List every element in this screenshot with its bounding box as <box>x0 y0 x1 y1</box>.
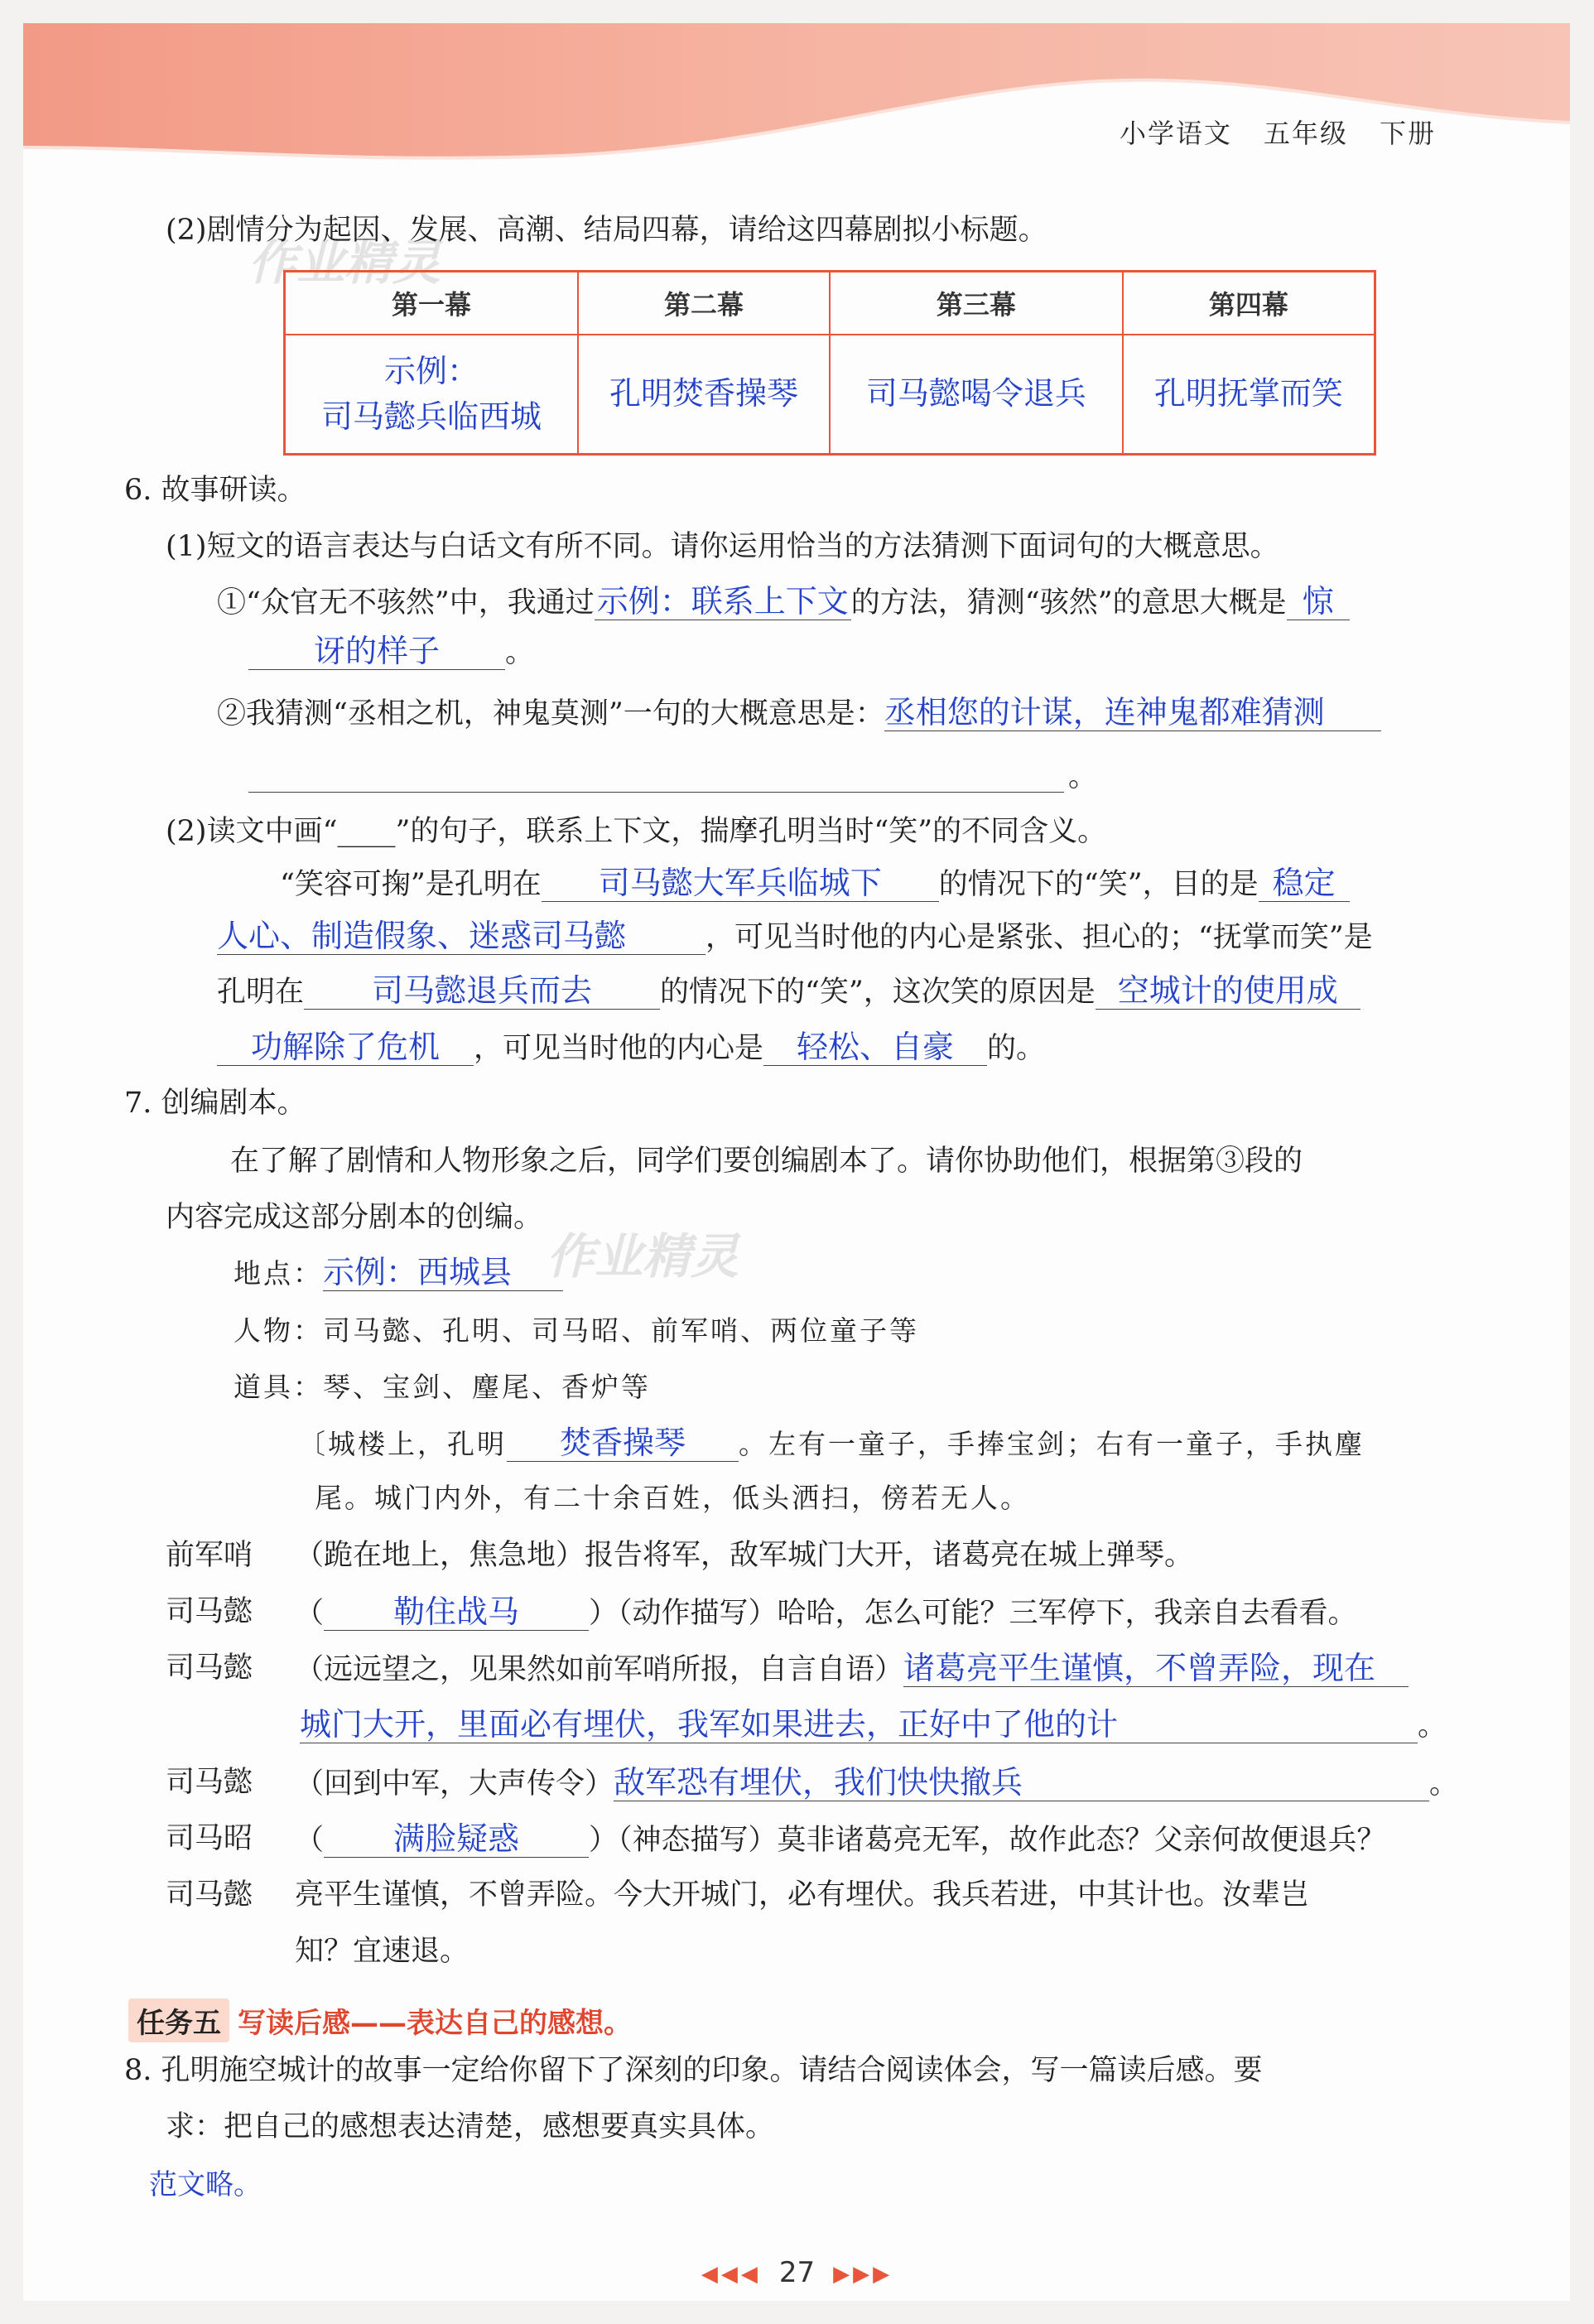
task-tag: 任务五 <box>128 1999 229 2042</box>
stage-text: 〔城楼上，孔明 <box>298 1428 507 1460</box>
page-footer <box>0 2256 1594 2289</box>
period: 。 <box>1429 1767 1459 1801</box>
q6-title: 6. 故事研读。 <box>124 474 306 507</box>
task-text: 写读后感——表达自己的感想。 <box>238 2007 632 2040</box>
laugh-text: “笑容可掬”是孔明在 <box>280 868 542 901</box>
q6-item2-text: ②我猜测“丞相之机，神鬼莫测”一句的大概意思是： <box>217 697 884 730</box>
header-title <box>1120 113 1436 151</box>
role-name: 司马懿 <box>166 1595 253 1628</box>
act3-answer[interactable]: 司马懿喝令退兵 <box>830 335 1123 455</box>
role-text: （回到中军，大声传令） <box>295 1767 614 1801</box>
q6-item1-text: 的方法，猜测“骇然”的意思大概是 <box>850 586 1287 620</box>
role-name: 司马昭 <box>166 1822 253 1855</box>
q6-part1: (1)短文的语言表达与白话文有所不同。请你运用恰当的方法猜测下面词句的大概意思。 <box>166 530 1279 563</box>
watermark: 作业精灵 <box>547 1228 739 1285</box>
laugh-line-2 <box>217 919 1373 955</box>
role-line <box>295 1651 1409 1687</box>
page-number: 27 <box>778 2256 816 2289</box>
stage-direction: 尾。城门内外，有二十余百姓，低头洒扫，傍若无人。 <box>315 1482 1030 1514</box>
table-header: 第三幕 <box>830 272 1123 335</box>
role-line <box>295 1822 1386 1858</box>
laugh-text: 的。 <box>987 1032 1046 1065</box>
laugh-line-4 <box>217 1030 1045 1066</box>
laugh-text: 孔明在 <box>217 976 305 1009</box>
period: 。 <box>1418 1709 1447 1743</box>
table-header: 第四幕 <box>1123 272 1375 335</box>
role-line <box>295 1766 1458 1801</box>
q6-item2 <box>217 696 1381 731</box>
grade-label: 五年级 <box>1264 118 1349 149</box>
role-name: 司马懿 <box>166 1651 253 1685</box>
role-text: （ <box>295 1597 325 1630</box>
command-answer[interactable]: 敌军恐有埋伏，我们快快撤兵 <box>614 1766 1429 1801</box>
laugh-text: ，可见当时他的内心是紧张、担心的；“抚掌而笑”是 <box>706 921 1373 954</box>
meaning-answer-2[interactable]: 讶的样子 <box>248 634 505 670</box>
q6-item1-cont <box>248 634 534 670</box>
task-five-heading <box>128 1999 632 2042</box>
table-header: 第一幕 <box>285 272 578 335</box>
laugh2-mood[interactable]: 轻松、自豪 <box>763 1030 987 1066</box>
laugh2-reason-1[interactable]: 空城计的使用成 <box>1096 974 1360 1010</box>
laugh1-purpose-1[interactable]: 稳定 <box>1259 866 1350 902</box>
role-line-cont <box>300 1708 1447 1743</box>
role-text: （ <box>295 1824 325 1857</box>
example-label: 示例： <box>383 352 479 389</box>
period: 。 <box>1068 760 1098 793</box>
role-text: （远远望之，见果然如前军哨所报，自言自语） <box>295 1653 904 1686</box>
method-answer[interactable]: 示例：联系上下文 <box>595 585 851 620</box>
role-text: ）（动作描写）哈哈，怎么可能？三军停下，我亲自去看看。 <box>589 1597 1357 1630</box>
action-answer[interactable]: 勒住战马 <box>324 1595 589 1631</box>
place-label: 地点： <box>234 1257 323 1290</box>
script-people: 人物：司马懿、孔明、司马昭、前军哨、两位童子等 <box>234 1314 919 1347</box>
answer-cell[interactable] <box>285 335 578 455</box>
stage-direction <box>298 1426 1365 1462</box>
stage-text: 。左有一童子，手捧宝剑；右有一童子，手执麈 <box>739 1428 1365 1460</box>
laugh-text: 的情况下的“笑”，目的是 <box>938 868 1259 901</box>
laugh-text: 的情况下的“笑”，这次笑的原因是 <box>660 976 1096 1009</box>
meaning-answer-1[interactable]: 惊 <box>1287 585 1350 620</box>
laugh1-purpose-2[interactable]: 人心、制造假象、迷惑司马懿 <box>217 919 706 955</box>
q5-prompt: (2)剧情分为起因、发展、高潮、结局四幕，请给这四幕剧拟小标题。 <box>166 214 1047 247</box>
watermark: 作业精灵 <box>248 234 441 291</box>
monologue-answer-1[interactable]: 诸葛亮平生谨慎，不曾弄险，现在 <box>903 1651 1409 1687</box>
q7-title: 7. 创编剧本。 <box>124 1087 306 1120</box>
act4-answer[interactable]: 孔明抚掌而笑 <box>1123 335 1375 455</box>
act2-answer[interactable]: 孔明焚香操琴 <box>578 335 830 455</box>
script-place <box>234 1256 563 1291</box>
monologue-answer-2[interactable]: 城门大开，里面必有埋伏，我军如果进去，正好中了他的计 <box>300 1708 1418 1743</box>
answer-line <box>248 792 1064 793</box>
period: 。 <box>505 636 535 669</box>
q6-item1-text: ①“众官无不骇然”中，我通过 <box>217 586 595 620</box>
laugh-line-1 <box>280 866 1350 902</box>
table-header: 第二幕 <box>578 272 830 335</box>
script-props: 道具：琴、宝剑、麈尾、香炉等 <box>234 1371 651 1403</box>
role-line-cont: 知？宜速退。 <box>295 1935 470 1968</box>
role-name: 司马懿 <box>166 1878 253 1912</box>
subject-label: 小学语文 <box>1120 118 1233 149</box>
volume-label: 下册 <box>1380 118 1437 149</box>
place-answer[interactable]: 示例：西城县 <box>323 1256 563 1291</box>
prev-arrows-icon: ◀◀◀ <box>701 2261 761 2287</box>
laugh2-reason-2[interactable]: 功解除了危机 <box>217 1030 474 1066</box>
role-line <box>295 1595 1357 1631</box>
q8-text: 8. 孔明施空城计的故事一定给你留下了深刻的印象。请结合阅读体会，写一篇读后感。要 <box>124 2054 1263 2087</box>
stage-answer[interactable]: 焚香操琴 <box>507 1426 739 1462</box>
laugh2-situation[interactable]: 司马懿退兵而去 <box>304 974 660 1010</box>
act1-answer: 司马懿兵临西城 <box>320 398 542 435</box>
q7-intro: 在了解了剧情和人物形象之后，同学们要创编剧本了。请你协助他们，根据第③段的 <box>230 1145 1303 1178</box>
laugh-line-3 <box>217 974 1360 1010</box>
role-line: （跪在地上，焦急地）报告将军，敌军城门大开，诸葛亮在城上弹琴。 <box>295 1539 1194 1572</box>
laugh1-situation[interactable]: 司马懿大军兵临城下 <box>542 866 939 902</box>
expression-answer[interactable]: 满脸疑惑 <box>324 1822 589 1858</box>
role-name: 前军哨 <box>166 1539 253 1572</box>
q8-text: 求：把自己的感想表达清楚，感想要真实具体。 <box>166 2110 775 2143</box>
q7-intro: 内容完成这部分剧本的创编。 <box>166 1201 543 1234</box>
acts-table <box>283 270 1376 456</box>
q8-answer: 范文略。 <box>149 2168 262 2201</box>
laugh-text: ，可见当时他的内心是 <box>474 1032 764 1065</box>
sentence-meaning-answer[interactable]: 丞相您的计谋，连神鬼都难猜测 <box>884 696 1381 731</box>
role-text: ）（神态描写）莫非诸葛亮无军，故作此态？父亲何故便退兵？ <box>589 1824 1386 1857</box>
role-name: 司马懿 <box>166 1766 253 1799</box>
q6-part2: (2)读文中画“____”的句子，联系上下文，揣摩孔明当时“笑”的不同含义。 <box>166 815 1107 848</box>
q6-item1 <box>217 585 1350 620</box>
next-arrows-icon: ▶▶▶ <box>833 2261 893 2287</box>
role-line: 亮平生谨慎，不曾弄险。今大开城门，必有埋伏。我兵若进，中其计也。汝辈岂 <box>295 1878 1310 1912</box>
